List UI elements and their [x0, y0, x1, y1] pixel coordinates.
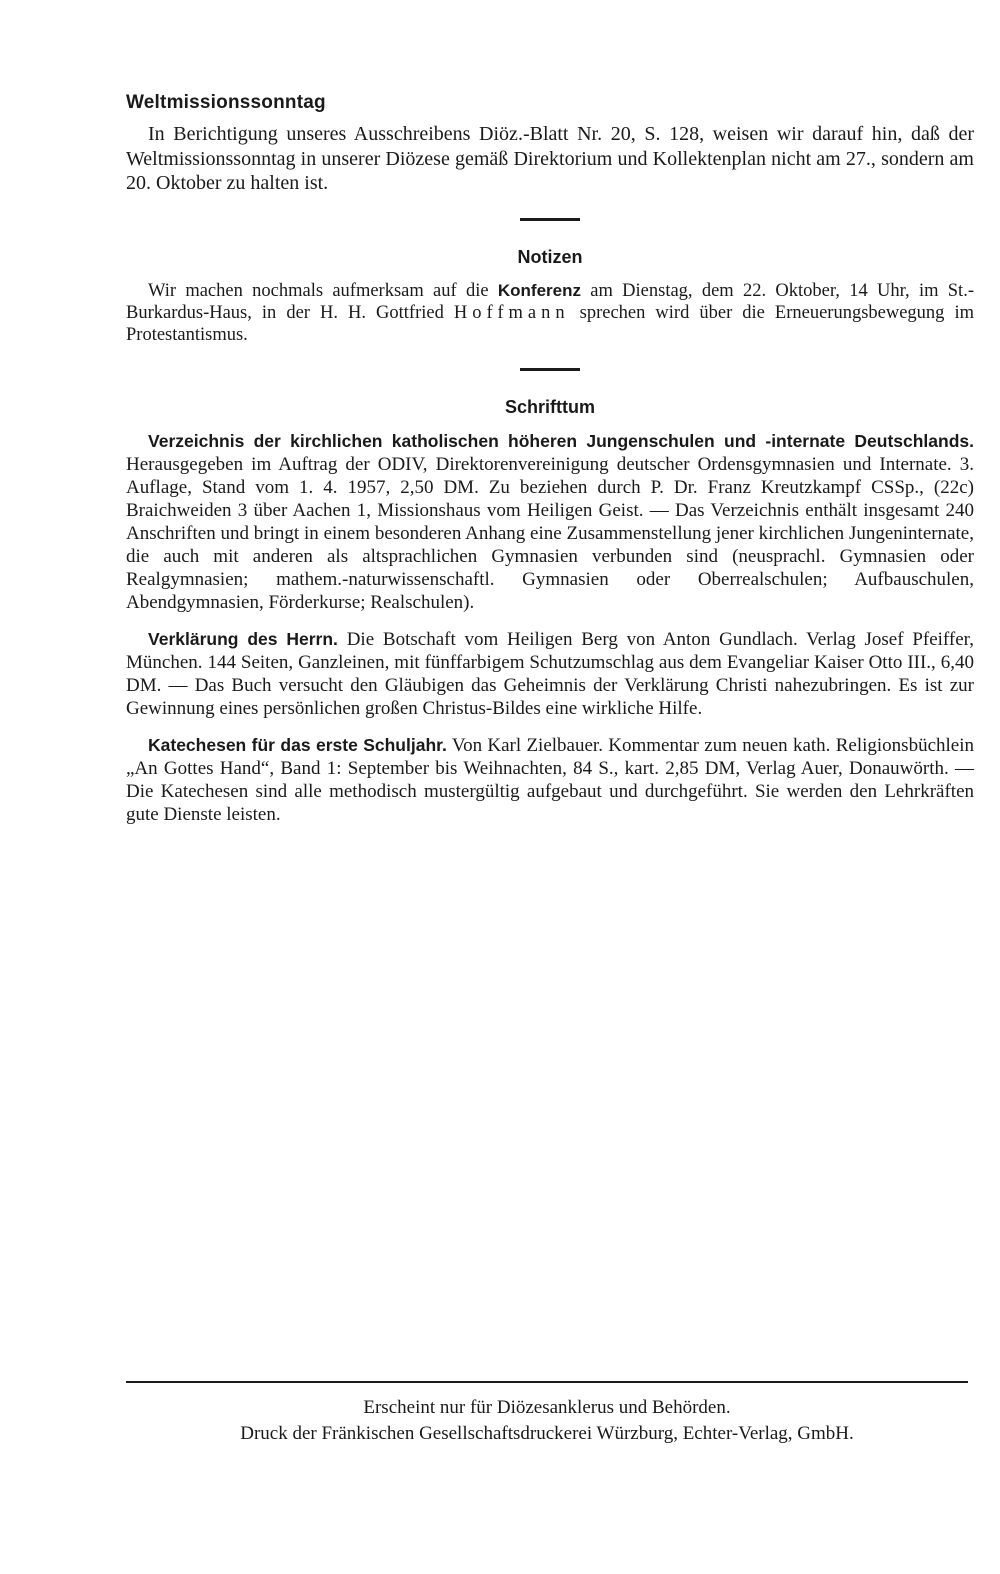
entry-text: Herausgegeben im Auftrag der ODIV, Direktorenvereinigung deutscher Ordensgymnasien und Internate. 3. Auflage, Stand vom 1. 4. 1957, 2,50 DM. Zu beziehen durch P. Dr. Franz Kreutzkampf CSSp., (22c) Braichweiden 3 über Aachen 1, Missionshaus vom Heiligen Geist. — Das Verzeichnis enthält insgesamt 240 Anschriften und bringt in einem besonderen Anhang eine Zusammenstellung jener kirchlichen Jungeninternate, die auch mit anderen als altsprachlichen Gymnasien verbunden sind (neusprachl. Gymnasien oder Realgymnasien; mathem.-naturwissenschaftl. Gymnasien oder Oberrealschulen; Aufbauschulen, Abendgymnasien, Förderkurse; Realschulen). [126, 453, 974, 613]
entry-title: Katechesen für das erste Schuljahr. [148, 734, 447, 755]
text-run: sprechen wird über die Erneuerungsbewegung im Protestantismus. [126, 302, 974, 345]
section-heading: Weltmissionssonntag [126, 92, 326, 113]
entry-title: Verzeichnis der kirchlichen katholischen höheren Jungenschulen und -internate Deutschlands. [148, 430, 974, 451]
entry-paragraph [126, 430, 974, 614]
entry-text: Die Botschaft vom Heiligen Berg von Anton Gundlach. Verlag Josef Pfeiffer, München. 144 Seiten, Ganzleinen, mit fünffarbigem Schutzumschlag aus dem Evangeliar Kaiser Otto III., 6,40 DM. — Das Buch versucht den Gläubigen das Geheimnis der Verklärung Christi nahezubringen. Es ist zur Gewinnung eines persönlichen großen Christus-Bildes eine wirkliche Hilfe. [126, 628, 974, 719]
text-run: Wir machen nochmals aufmerksam auf die [148, 280, 498, 301]
section-notizen [126, 247, 974, 346]
section-heading: Schrifttum [505, 396, 595, 417]
section-paragraph: In Berichtigung unseres Ausschreibens Diöz.-Blatt Nr. 20, S. 128, weisen wir darauf hin, daß der Weltmissionssonntag in unserer Diözese gemäß Direktorium und Kollektenplan nicht am 27., sondern am 20. Oktober zu halten ist. [126, 123, 974, 194]
literature-entry [126, 734, 974, 826]
text-run: am Dienstag, dem 22. Oktober, 14 Uhr, im St.-Burkardus-Haus, in der H. H. Gottfried [126, 280, 974, 323]
literature-entry [126, 628, 974, 720]
section-weltmissionssonntag [126, 92, 974, 196]
footer-distribution-note: Erscheint nur für Diözesanklerus und Behörden. [363, 1397, 731, 1418]
footer-printer-imprint: Druck der Fränkischen Gesellschaftsdruckerei Würzburg, Echter-Verlag, GmbH. [240, 1423, 854, 1444]
section-paragraph [126, 280, 974, 346]
entry-text: Von Karl Zielbauer. Kommentar zum neuen kath. Religionsbüchlein „An Gottes Hand“, Band 1: September bis Weihnachten, 84 S., kart. 2,85 DM, Verlag Auer, Donauwörth. — Die Katechesen sind alle methodisch mustergültig aufgebaut und durchgeführt. Sie werden den Lehrkräften gute Dienste leisten. [126, 734, 974, 825]
literature-entry [126, 430, 974, 614]
entry-paragraph [126, 734, 974, 826]
spaced-name: Hoffmann [453, 302, 570, 323]
bold-term: Konferenz [497, 280, 581, 300]
footer-rule [126, 1381, 968, 1383]
entry-title: Verklärung des Herrn. [148, 628, 338, 649]
section-schrifttum [126, 397, 974, 826]
page-content [126, 92, 974, 840]
section-divider [520, 218, 580, 221]
page-footer [126, 1381, 968, 1447]
section-divider [520, 368, 580, 371]
entry-paragraph [126, 628, 974, 720]
section-heading: Notizen [517, 246, 583, 267]
